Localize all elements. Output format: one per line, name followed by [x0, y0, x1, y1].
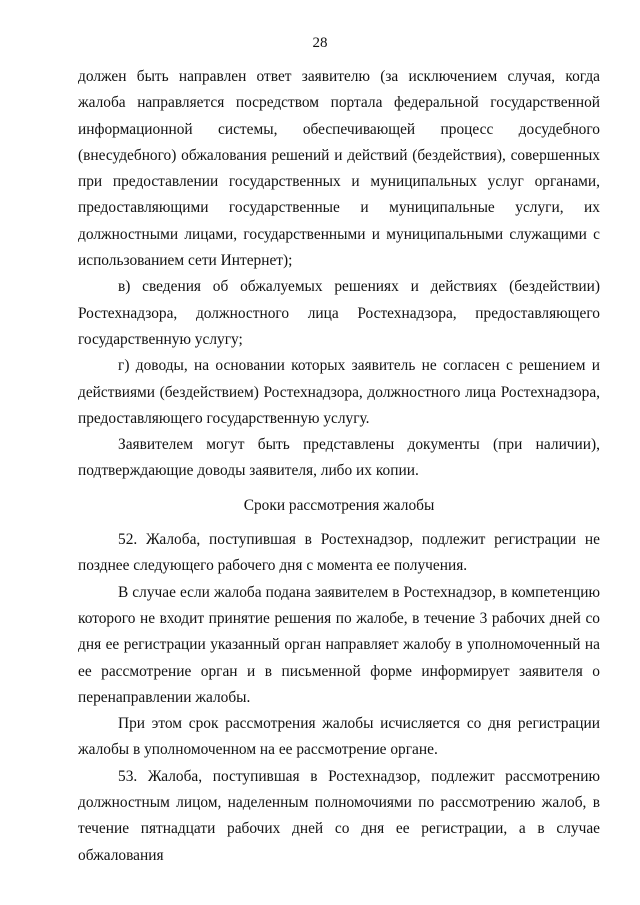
- page-number: 28: [312, 35, 328, 51]
- paragraph-term: При этом срок рассмотрения жалобы исчисляется со дня регистрации жалобы в уполномоченном на ее рассмотрение органе.: [78, 715, 600, 759]
- paragraph-53: 53. Жалоба, поступившая в Ростехнадзор, подлежит рассмотрению должностным лицом, наделенным полномочиями по рассмотрению жалоб, в течение пятнадцати рабочих дней со дня ее регистрации, а в случае обжалования: [78, 767, 600, 864]
- paragraph-52: 52. Жалоба, поступившая в Ростехнадзор, подлежит регистрации не позднее следующего рабочего дня с момента ее получения.: [78, 531, 600, 575]
- paragraph-redirect: В случае если жалоба подана заявителем в Ростехнадзор, в компетенцию которого не входит принятие решения по жалобе, в течение 3 рабочих дней со дня ее регистрации указанный орган направляет жалобу в уполномоченный на ее рассмотрение орган и в письменной форме информирует заявителя о перенаправлении жалобы.: [78, 583, 600, 706]
- paragraph-continuation: должен быть направлен ответ заявителю (за исключением случая, когда жалоба направляется посредством портала федеральной государственной информационной системы, обеспечивающей процесс досудебного (внесудебного) обжалования решений и действий (бездействия), совершенных при предоставлении государственных и муниципальных услуг органами, предоставляющими государственные и муниципальные услуги, их должностными лицами, государственными и муниципальными служащими с использованием сети Интернет);: [78, 68, 600, 270]
- paragraph-item-g: г) доводы, на основании которых заявитель не согласен с решением и действиями (бездействием) Ростехнадзора, должностного лица Ростехнадзора, предоставляющего государственную услугу.: [78, 357, 600, 427]
- section-heading: Сроки рассмотрения жалобы: [243, 496, 435, 514]
- paragraph-documents: Заявителем могут быть представлены документы (при наличии), подтверждающие доводы заявителя, либо их копии.: [78, 436, 600, 480]
- paragraph-item-v: в) сведения об обжалуемых решениях и действиях (бездействии) Ростехнадзора, должностного лица Ростехнадзора, предоставляющего государственную услугу;: [78, 278, 600, 348]
- document-body: [78, 64, 600, 869]
